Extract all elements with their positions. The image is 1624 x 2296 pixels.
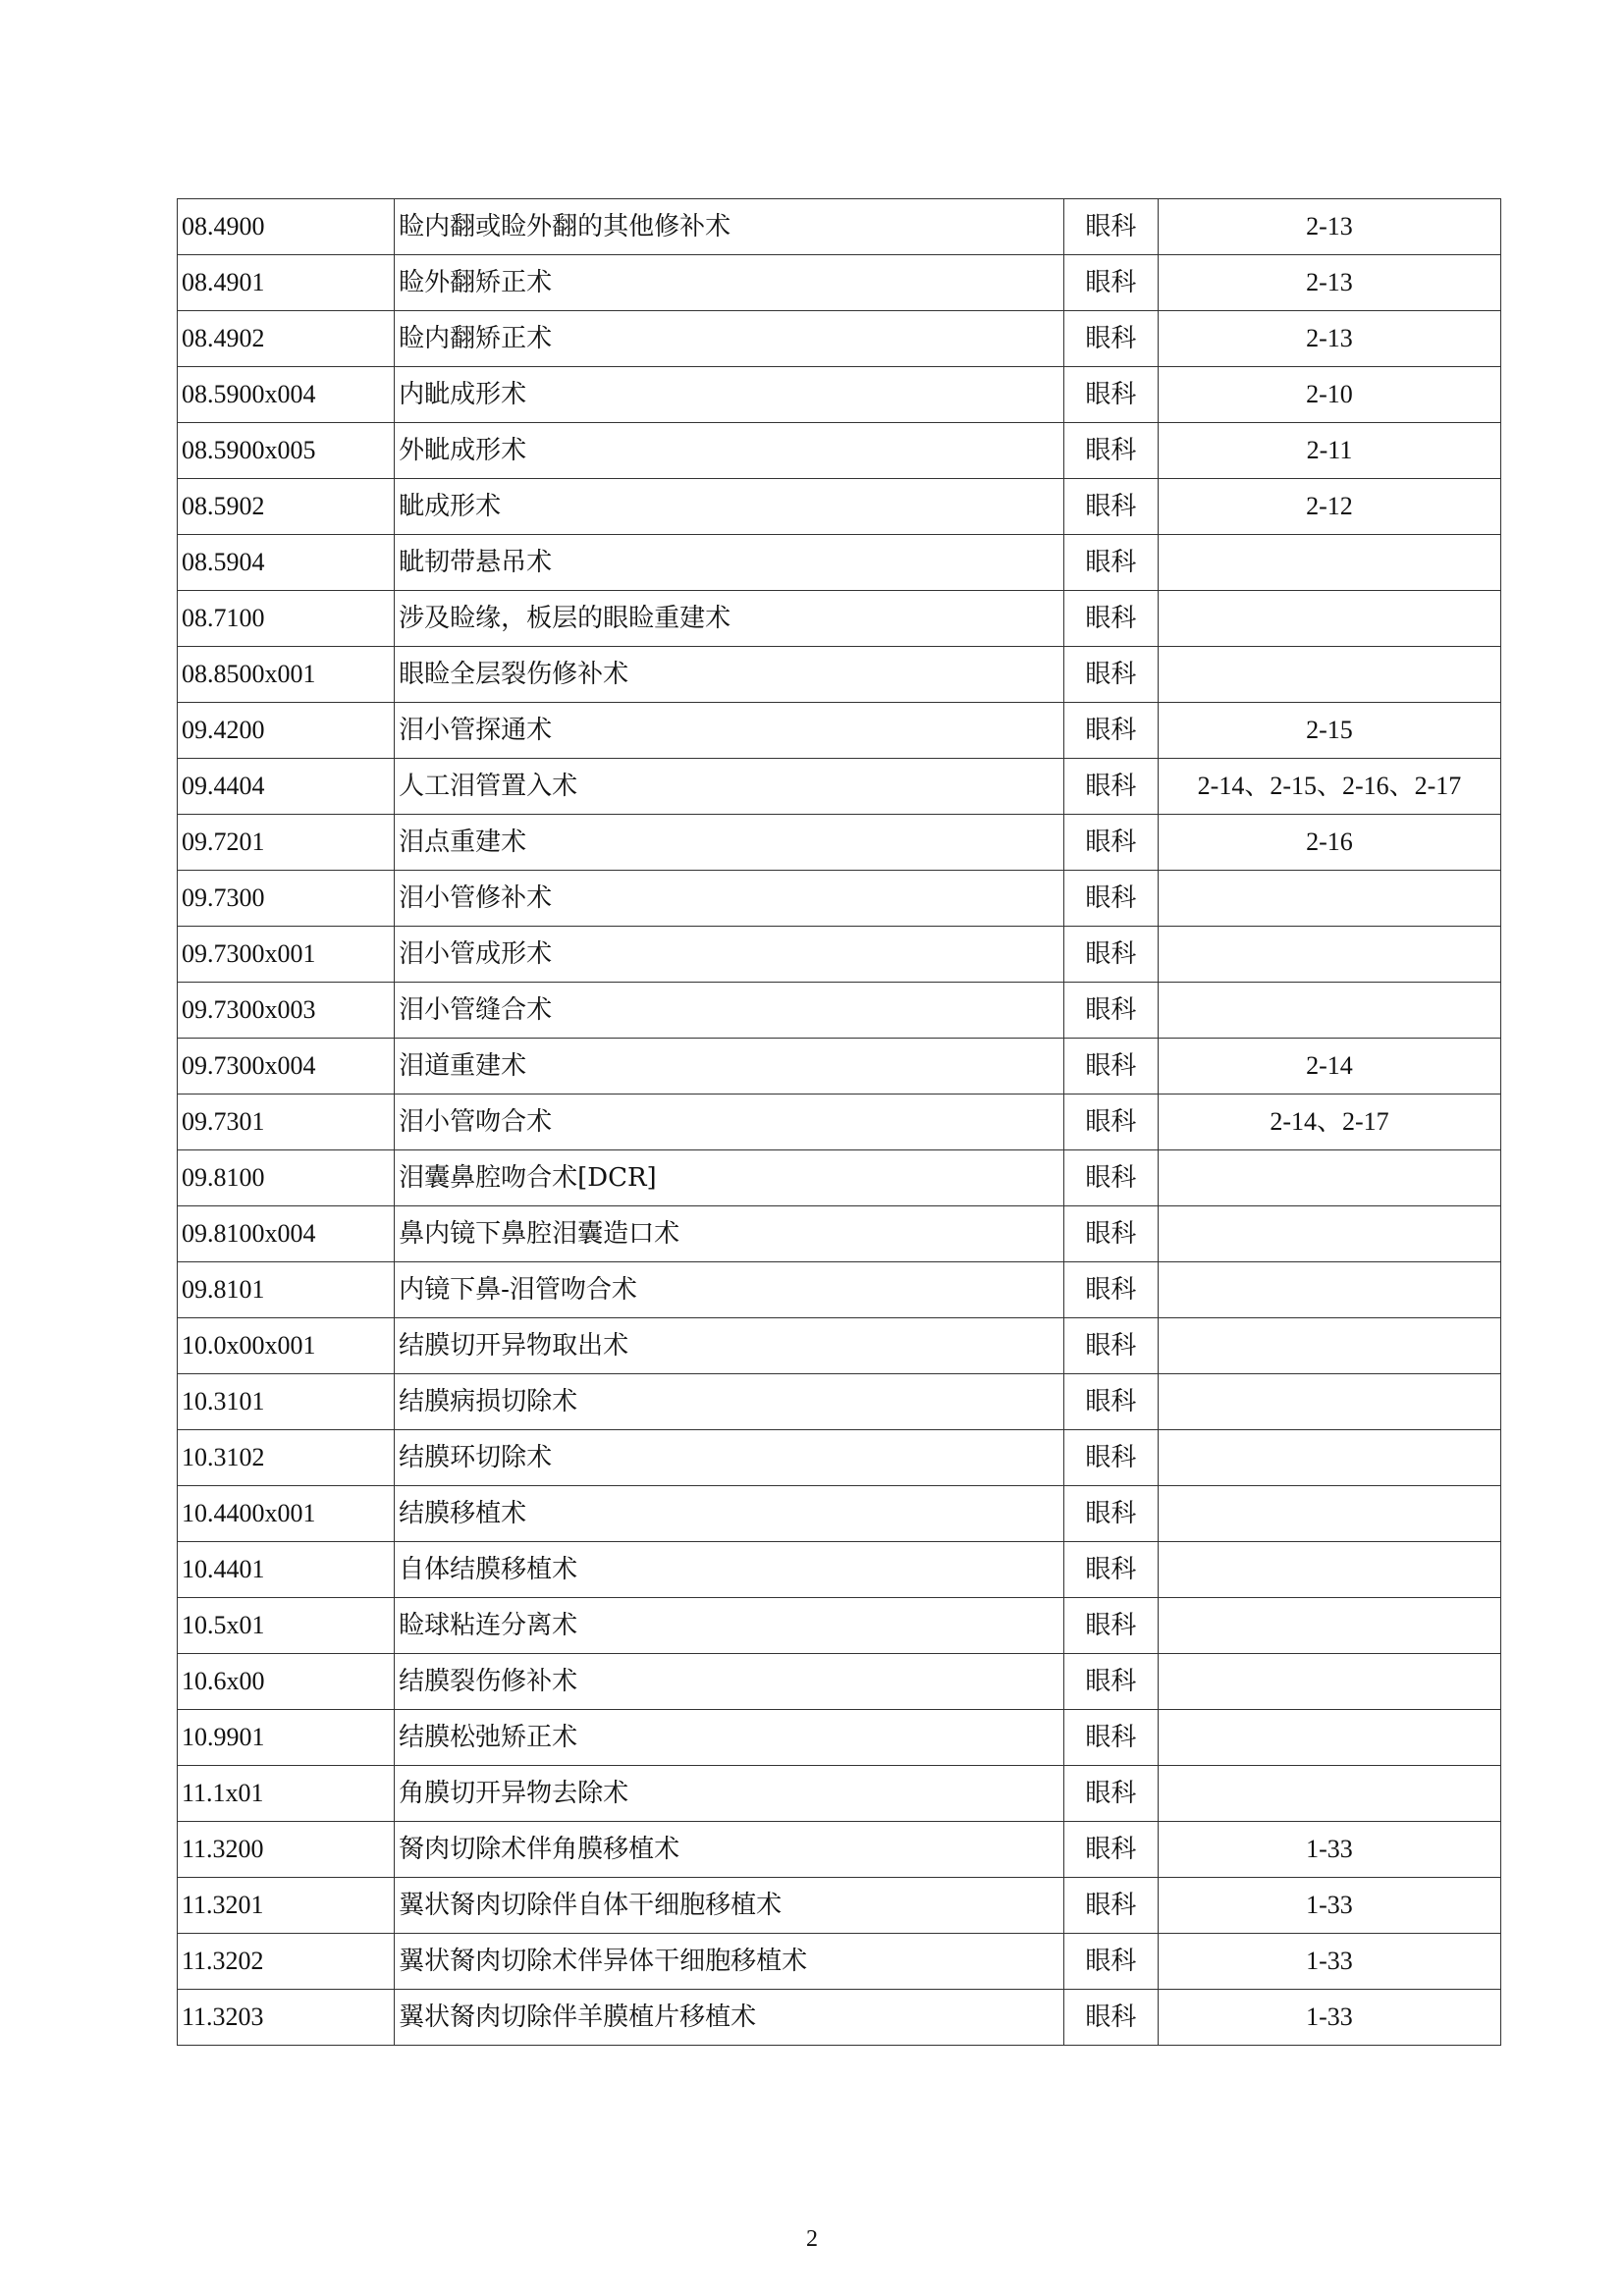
department-cell: 眼科 [1063,535,1158,591]
reference-cell [1158,1542,1500,1598]
reference-cell [1158,1318,1500,1374]
table-row [178,927,1501,983]
department-cell: 眼科 [1063,1318,1158,1374]
department-cell: 眼科 [1063,1206,1158,1262]
table-row [178,703,1501,759]
table-row [178,1598,1501,1654]
reference-cell: 1-33 [1158,1878,1500,1934]
procedure-code-cell: 09.4200 [178,703,395,759]
procedure-name-cell: 结膜移植术 [395,1486,1064,1542]
procedure-code-cell: 11.3201 [178,1878,395,1934]
table-row [178,535,1501,591]
table-row [178,1095,1501,1150]
reference-cell: 2-13 [1158,255,1500,311]
procedure-code-cell: 09.7300x004 [178,1039,395,1095]
reference-cell: 2-13 [1158,311,1500,367]
procedure-name-cell: 角膜切开异物去除术 [395,1766,1064,1822]
procedure-name-cell: 泪点重建术 [395,815,1064,871]
reference-cell: 1-33 [1158,1822,1500,1878]
table-row [178,591,1501,647]
department-cell: 眼科 [1063,1095,1158,1150]
procedure-code-cell: 09.7201 [178,815,395,871]
department-cell: 眼科 [1063,703,1158,759]
department-cell: 眼科 [1063,759,1158,815]
procedure-name-cell: 结膜松弛矫正术 [395,1710,1064,1766]
procedure-name-cell: 胬肉切除术伴角膜移植术 [395,1822,1064,1878]
department-cell: 眼科 [1063,1486,1158,1542]
table-row [178,815,1501,871]
reference-cell [1158,1598,1500,1654]
reference-cell [1158,1486,1500,1542]
procedure-name-cell: 翼状胬肉切除术伴异体干细胞移植术 [395,1934,1064,1990]
procedure-name-cell: 结膜环切除术 [395,1430,1064,1486]
table-row [178,311,1501,367]
procedure-table [177,198,1501,2046]
reference-cell [1158,535,1500,591]
table-row [178,479,1501,535]
procedure-code-cell: 10.6x00 [178,1654,395,1710]
table-row [178,1990,1501,2046]
reference-cell: 2-16 [1158,815,1500,871]
table-row [178,647,1501,703]
table-row [178,1654,1501,1710]
procedure-name-cell: 人工泪管置入术 [395,759,1064,815]
reference-cell: 2-13 [1158,199,1500,255]
procedure-name-cell: 泪小管成形术 [395,927,1064,983]
reference-cell [1158,983,1500,1039]
procedure-code-cell: 09.4404 [178,759,395,815]
procedure-table-body [178,199,1501,2046]
procedure-code-cell: 11.1x01 [178,1766,395,1822]
procedure-code-cell: 09.8100x004 [178,1206,395,1262]
table-row [178,1430,1501,1486]
procedure-code-cell: 08.5902 [178,479,395,535]
reference-cell: 2-14 [1158,1039,1500,1095]
procedure-name-cell: 眦韧带悬吊术 [395,535,1064,591]
reference-cell [1158,1150,1500,1206]
procedure-code-cell: 10.5x01 [178,1598,395,1654]
department-cell: 眼科 [1063,1766,1158,1822]
department-cell: 眼科 [1063,983,1158,1039]
procedure-name-cell: 外眦成形术 [395,423,1064,479]
procedure-code-cell: 10.0x00x001 [178,1318,395,1374]
table-row [178,1542,1501,1598]
reference-cell [1158,647,1500,703]
procedure-name-cell: 眦成形术 [395,479,1064,535]
procedure-name-cell: 睑球粘连分离术 [395,1598,1064,1654]
table-row [178,199,1501,255]
procedure-name-cell: 鼻内镜下鼻腔泪囊造口术 [395,1206,1064,1262]
table-row [178,1934,1501,1990]
procedure-code-cell: 10.3101 [178,1374,395,1430]
procedure-code-cell: 09.8100 [178,1150,395,1206]
procedure-code-cell: 08.4900 [178,199,395,255]
procedure-code-cell: 09.8101 [178,1262,395,1318]
procedure-code-cell: 10.4401 [178,1542,395,1598]
procedure-name-cell: 自体结膜移植术 [395,1542,1064,1598]
table-row [178,871,1501,927]
procedure-name-cell: 睑内翻矫正术 [395,311,1064,367]
procedure-name-cell: 翼状胬肉切除伴羊膜植片移植术 [395,1990,1064,2046]
procedure-name-cell: 泪道重建术 [395,1039,1064,1095]
reference-cell [1158,1430,1500,1486]
department-cell: 眼科 [1063,927,1158,983]
department-cell: 眼科 [1063,1374,1158,1430]
procedure-code-cell: 09.7300x003 [178,983,395,1039]
procedure-code-cell: 08.7100 [178,591,395,647]
reference-cell [1158,591,1500,647]
reference-cell [1158,927,1500,983]
page-number: 2 [806,2226,818,2252]
department-cell: 眼科 [1063,591,1158,647]
procedure-code-cell: 11.3200 [178,1822,395,1878]
department-cell: 眼科 [1063,1039,1158,1095]
table-row [178,423,1501,479]
table-row [178,1150,1501,1206]
reference-cell: 2-12 [1158,479,1500,535]
department-cell: 眼科 [1063,1990,1158,2046]
reference-cell [1158,871,1500,927]
table-row [178,1878,1501,1934]
department-cell: 眼科 [1063,1150,1158,1206]
procedure-name-cell: 内镜下鼻-泪管吻合术 [395,1262,1064,1318]
procedure-name-cell: 结膜切开异物取出术 [395,1318,1064,1374]
department-cell: 眼科 [1063,1542,1158,1598]
department-cell: 眼科 [1063,1822,1158,1878]
table-row [178,367,1501,423]
procedure-code-cell: 08.5904 [178,535,395,591]
department-cell: 眼科 [1063,815,1158,871]
reference-cell: 2-10 [1158,367,1500,423]
reference-cell [1158,1262,1500,1318]
procedure-name-cell: 泪小管吻合术 [395,1095,1064,1150]
table-row [178,1486,1501,1542]
procedure-code-cell: 08.4901 [178,255,395,311]
reference-cell: 2-14、2-15、2-16、2-17 [1158,759,1500,815]
procedure-name-cell: 泪囊鼻腔吻合术[DCR] [395,1150,1064,1206]
department-cell: 眼科 [1063,647,1158,703]
procedure-name-cell: 翼状胬肉切除伴自体干细胞移植术 [395,1878,1064,1934]
department-cell: 眼科 [1063,1430,1158,1486]
reference-cell [1158,1654,1500,1710]
reference-cell: 1-33 [1158,1990,1500,2046]
table-row [178,1206,1501,1262]
table-row [178,255,1501,311]
reference-cell [1158,1710,1500,1766]
table-row [178,1262,1501,1318]
department-cell: 眼科 [1063,1598,1158,1654]
procedure-code-cell: 10.9901 [178,1710,395,1766]
department-cell: 眼科 [1063,1710,1158,1766]
department-cell: 眼科 [1063,1934,1158,1990]
reference-cell [1158,1766,1500,1822]
department-cell: 眼科 [1063,423,1158,479]
department-cell: 眼科 [1063,1654,1158,1710]
procedure-code-cell: 10.4400x001 [178,1486,395,1542]
procedure-code-cell: 10.3102 [178,1430,395,1486]
procedure-name-cell: 内眦成形术 [395,367,1064,423]
department-cell: 眼科 [1063,311,1158,367]
reference-cell: 2-11 [1158,423,1500,479]
table-row [178,983,1501,1039]
reference-cell [1158,1374,1500,1430]
procedure-name-cell: 结膜病损切除术 [395,1374,1064,1430]
procedure-name-cell: 涉及睑缘，板层的眼睑重建术 [395,591,1064,647]
procedure-code-cell: 08.5900x004 [178,367,395,423]
procedure-name-cell: 睑内翻或睑外翻的其他修补术 [395,199,1064,255]
procedure-code-cell: 08.5900x005 [178,423,395,479]
table-row [178,1822,1501,1878]
department-cell: 眼科 [1063,255,1158,311]
procedure-code-cell: 08.4902 [178,311,395,367]
department-cell: 眼科 [1063,479,1158,535]
department-cell: 眼科 [1063,199,1158,255]
table-row [178,1766,1501,1822]
procedure-code-cell: 09.7300x001 [178,927,395,983]
procedure-name-cell: 眼睑全层裂伤修补术 [395,647,1064,703]
procedure-name-cell: 泪小管探通术 [395,703,1064,759]
department-cell: 眼科 [1063,1878,1158,1934]
reference-cell [1158,1206,1500,1262]
department-cell: 眼科 [1063,367,1158,423]
procedure-code-cell: 11.3202 [178,1934,395,1990]
procedure-code-cell: 09.7301 [178,1095,395,1150]
department-cell: 眼科 [1063,871,1158,927]
department-cell: 眼科 [1063,1262,1158,1318]
procedure-code-cell: 09.7300 [178,871,395,927]
reference-cell: 2-15 [1158,703,1500,759]
table-row [178,1374,1501,1430]
reference-cell: 2-14、2-17 [1158,1095,1500,1150]
procedure-name-cell: 结膜裂伤修补术 [395,1654,1064,1710]
procedure-code-cell: 11.3203 [178,1990,395,2046]
procedure-name-cell: 泪小管修补术 [395,871,1064,927]
procedure-name-cell: 睑外翻矫正术 [395,255,1064,311]
table-row [178,1318,1501,1374]
procedure-code-cell: 08.8500x001 [178,647,395,703]
table-row [178,1039,1501,1095]
table-row [178,759,1501,815]
procedure-name-cell: 泪小管缝合术 [395,983,1064,1039]
reference-cell: 1-33 [1158,1934,1500,1990]
table-row [178,1710,1501,1766]
